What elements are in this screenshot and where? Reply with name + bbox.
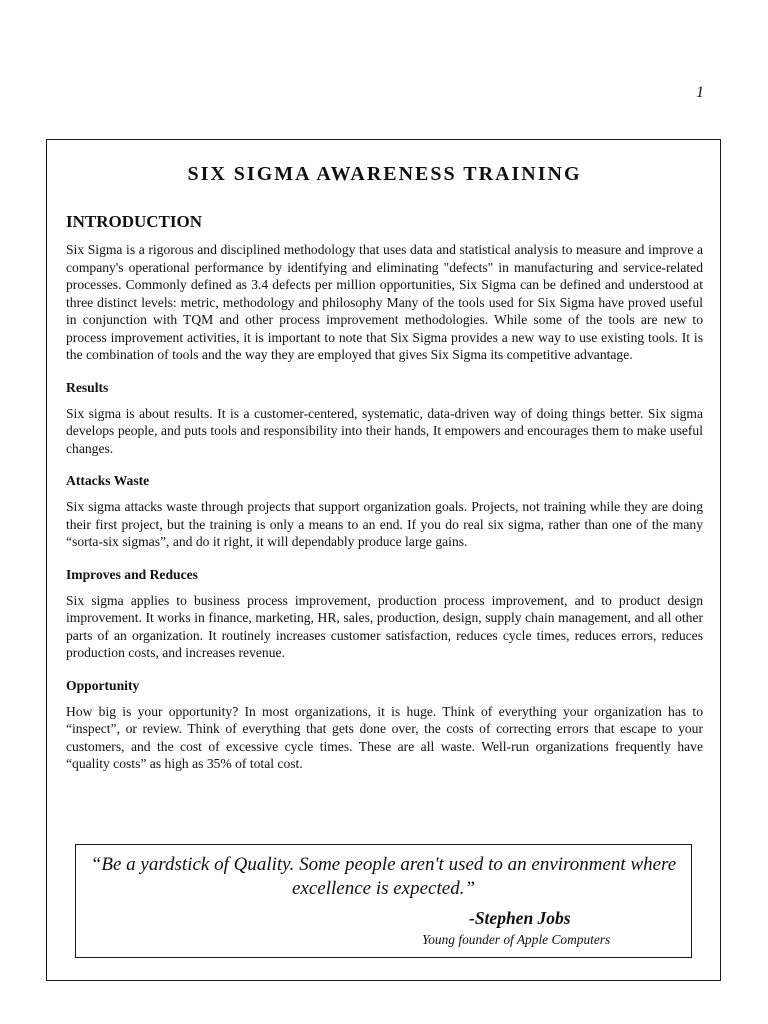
document-content bbox=[66, 160, 703, 773]
quote-author-description: Young founder of Apple Computers bbox=[422, 932, 611, 947]
document-title: SIX SIGMA AWARENESS TRAINING bbox=[187, 163, 582, 185]
section-heading-results: Results bbox=[66, 379, 109, 395]
page-number: 1 bbox=[696, 84, 704, 101]
section-heading-improves-and-reduces: Improves and Reduces bbox=[66, 566, 198, 582]
section-text-opportunity: How big is your opportunity? In most organizations, it is huge. Think of everything your organization has to “inspect”, or review. Think of everything that gets done over, the costs of correcting errors that escape to your customers, and the cost of excessive cycle times. These are all waste. Well-run organizations frequently have “quality costs” as high as 35% of total cost. bbox=[66, 703, 703, 771]
section-heading-opportunity: Opportunity bbox=[66, 677, 140, 693]
section-heading-attacks-waste: Attacks Waste bbox=[66, 473, 150, 488]
quote-box bbox=[75, 844, 692, 958]
intro-paragraph: Six Sigma is a rigorous and disciplined methodology that uses data and statistical analysis to measure and improve a company's operational performance by identifying and eliminating "defects" in manufacturing and service-related processes. Commonly defined as 3.4 defects per million opportunities, Six Sigma can be defined and understood at three distinct levels: metric, methodology and philosophy Many of the tools used for Six Sigma have proved useful in conjunction with TQM and other process improvement methodologies. While some of the tools are new to process improvement activities, it is important to note that Six Sigma provides a new way to use existing tools. It is the combination of tools and the way they are employed that gives Six Sigma its competitive advantage. bbox=[66, 242, 703, 362]
quote-author: -Stephen Jobs bbox=[469, 908, 571, 928]
intro-heading: INTRODUCTION bbox=[66, 212, 203, 231]
section-text-results: Six sigma is about results. It is a customer-centered, systematic, data-driven way of doing things better. Six sigma develops people, and puts tools and responsibility into their hands, It empowers and encourages them to make useful changes. bbox=[66, 405, 703, 456]
section-text-attacks-waste: Six sigma attacks waste through projects that support organization goals. Projects, not training while they are doing their first project, but the training is only a means to an end. If you do real six sigma, rather than one of the many “sorta-six sigmas”, and do it right, it will dependably produce large gains. bbox=[66, 499, 703, 549]
quote-text: “Be a yardstick of Quality. Some people aren't used to an environment where excellence is expected.” bbox=[90, 854, 677, 899]
section-text-improves-and-reduces: Six sigma applies to business process improvement, production process improvement, and to product design improvement. It works in finance, marketing, HR, sales, production, design, supply chain management, and all other parts of an organization. It routinely increases customer satisfaction, reduces cycle times, reduces errors, reduces production costs, and increases revenue. bbox=[66, 592, 703, 660]
